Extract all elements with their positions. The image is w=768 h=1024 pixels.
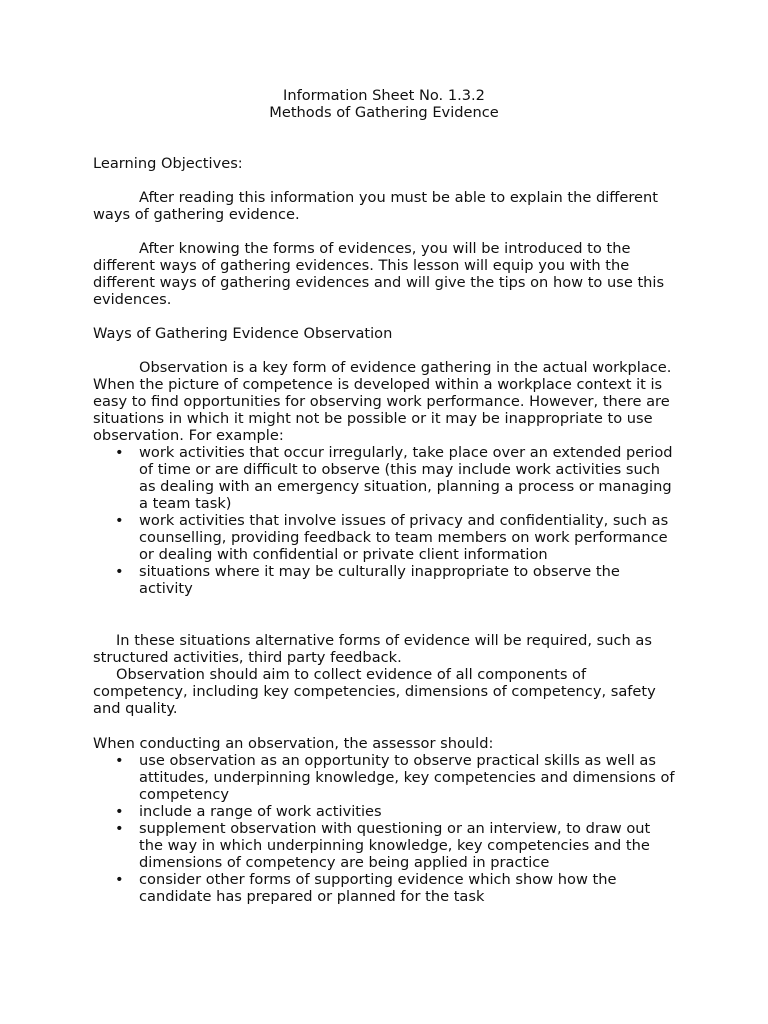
list-item xyxy=(93,820,678,871)
paragraph-observation: Observation is a key form of evidence gathering in the actual workplace. When the picture of competence is developed within a workplace context it is easy to find opportunities for observing work performance. However, there are situations in which it might not be possible or it may be inappropriate to use observation. For example: xyxy=(93,359,672,444)
paragraph-alternatives: In these situations alternative forms of evidence will be required, such as structured activities, third party feedback. xyxy=(93,632,652,666)
document-subtitle: Methods of Gathering Evidence xyxy=(269,104,499,121)
list-item xyxy=(93,512,678,563)
bullet-icon: • xyxy=(115,871,124,888)
list-item-text: work activities that occur irregularly, take place over an extended period of time or are difficult to observe (this may include work activities such as dealing with an emergency situation, planning a process or managing a team task) xyxy=(139,444,673,512)
list-item xyxy=(93,871,678,905)
bullet-icon: • xyxy=(115,752,124,769)
list-item xyxy=(93,803,678,820)
list-item-text: work activities that involve issues of privacy and confidentiality, such as counselling, providing feedback to team members on work performance or dealing with confidential or private client information xyxy=(139,512,669,563)
paragraph-aim: Observation should aim to collect evidence of all components of competency, including key competencies, dimensions of competency, safety and quality. xyxy=(93,666,656,717)
paragraph-objective: After reading this information you must be able to explain the different ways of gathering evidence. xyxy=(93,189,658,223)
learning-objectives-heading: Learning Objectives: xyxy=(93,155,243,172)
bullet-icon: • xyxy=(115,803,124,820)
list-item xyxy=(93,752,678,803)
list-item-text: situations where it may be culturally inappropriate to observe the activity xyxy=(139,563,620,597)
bullet-icon: • xyxy=(115,512,124,529)
bullet-icon: • xyxy=(115,444,124,461)
bullet-icon: • xyxy=(115,563,124,580)
bullet-list-exceptions xyxy=(93,444,678,597)
ways-heading: Ways of Gathering Evidence Observation xyxy=(93,325,393,342)
list-item xyxy=(93,563,678,597)
paragraph-assessor: When conducting an observation, the assessor should: xyxy=(93,735,494,752)
list-item-text: consider other forms of supporting evidence which show how the candidate has prepared or planned for the task xyxy=(139,871,617,905)
list-item-text: include a range of work activities xyxy=(139,803,382,820)
list-item-text: use observation as an opportunity to observe practical skills as well as attitudes, underpinning knowledge, key competencies and dimensions of competency xyxy=(139,752,675,803)
bullet-list-assessor xyxy=(93,752,678,905)
document-title: Information Sheet No. 1.3.2 xyxy=(283,87,485,104)
bullet-icon: • xyxy=(115,820,124,837)
list-item-text: supplement observation with questioning or an interview, to draw out the way in which underpinning knowledge, key competencies and the dimensions of competency are being applied in practice xyxy=(139,820,651,871)
paragraph-introduction: After knowing the forms of evidences, you will be introduced to the different ways of gathering evidences. This lesson will equip you with the different ways of gathering evidences and will give the tips on how to use this evidences. xyxy=(93,240,665,308)
list-item xyxy=(93,444,678,512)
